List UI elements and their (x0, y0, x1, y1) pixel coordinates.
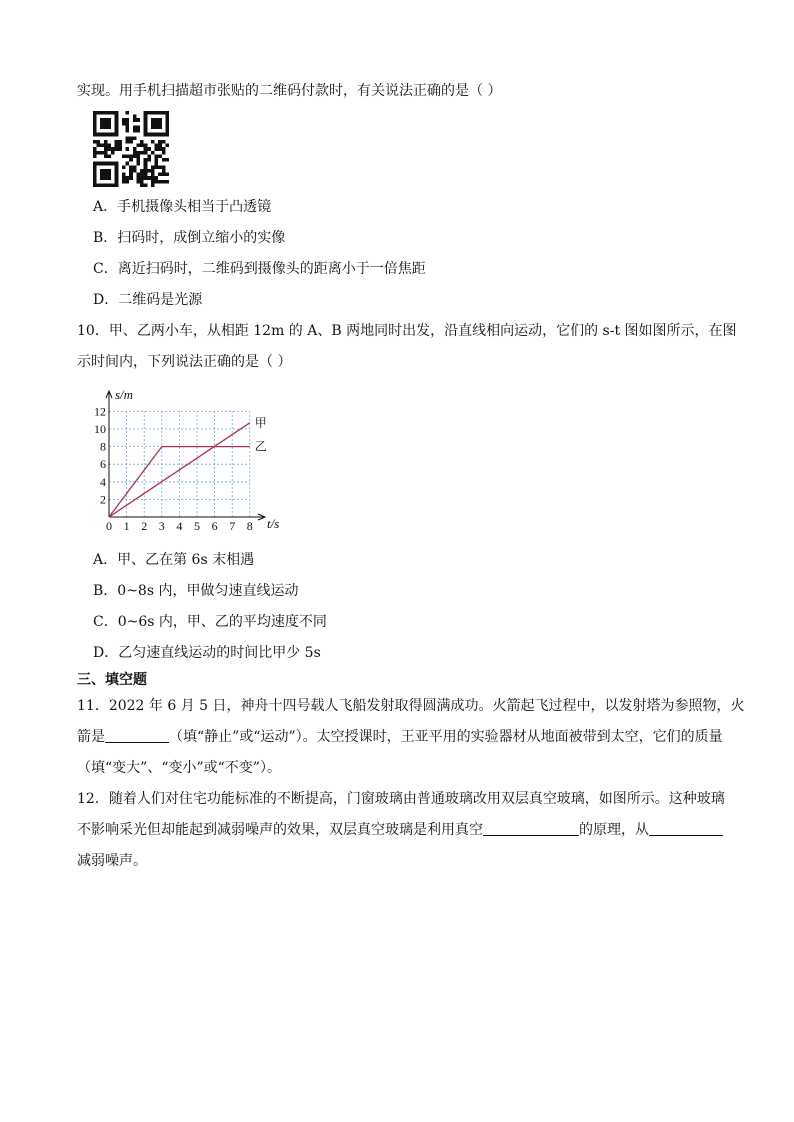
qr-module (107, 169, 111, 173)
qr-module (151, 173, 155, 177)
qr-module (104, 151, 108, 155)
qr-module (93, 111, 97, 115)
q11-text-c: （填“变大”、“变小”或“不变”）。 (77, 760, 281, 776)
qr-module (165, 125, 169, 129)
qr-module (104, 154, 108, 158)
qr-module (122, 154, 126, 158)
qr-module (158, 154, 162, 158)
qr-module (100, 162, 104, 166)
qr-module (136, 125, 140, 129)
qr-module (165, 118, 169, 122)
qr-module (136, 162, 140, 166)
qr-module (151, 165, 155, 169)
qr-module (133, 147, 137, 151)
qr-module (165, 111, 169, 115)
qr-module (136, 173, 140, 177)
qr-module (147, 147, 151, 151)
qr-module (104, 140, 108, 144)
chart-series (109, 416, 267, 517)
qr-module (136, 118, 140, 122)
qr-module (129, 176, 133, 180)
x-tick-label: 0 (106, 519, 112, 533)
qr-module (144, 165, 148, 169)
qr-module (140, 180, 144, 184)
qr-module (155, 154, 159, 158)
qr-module (151, 180, 155, 184)
qr-module (111, 111, 115, 115)
qr-module (165, 173, 169, 177)
q10-stem-line2: 示时间内，下列说法正确的是（ ） (77, 354, 292, 370)
qr-module (165, 180, 169, 184)
qr-module (93, 154, 97, 158)
qr-module (104, 176, 108, 180)
qr-module (133, 129, 137, 133)
s-t-graph (94, 382, 290, 533)
qr-module (147, 169, 151, 173)
qr-module (93, 129, 97, 133)
qr-module (151, 118, 155, 122)
q9-option-d: D．二维码是光源 (93, 292, 203, 308)
qr-module (107, 125, 111, 129)
qr-module (100, 183, 104, 187)
qr-module (158, 122, 162, 126)
qr-module (93, 147, 97, 151)
qr-module (147, 176, 151, 180)
qr-module (155, 147, 159, 151)
q11-line3 (77, 759, 281, 777)
qr-module (158, 147, 162, 151)
qr-module (93, 180, 97, 184)
qr-module (151, 133, 155, 137)
qr-module (118, 147, 122, 151)
qr-module (158, 140, 162, 144)
qr-module (133, 115, 137, 119)
qr-module (115, 169, 119, 173)
chart-ticks (94, 404, 253, 533)
qr-module (155, 158, 159, 162)
qr-module (115, 173, 119, 177)
qr-module (151, 151, 155, 155)
qr-module (162, 151, 166, 155)
q12-line3: 减弱噪声。 (77, 853, 147, 869)
qr-module (155, 165, 159, 169)
qr-module (97, 111, 101, 115)
qr-module (115, 118, 119, 122)
qr-module (144, 122, 148, 126)
qr-module (140, 173, 144, 177)
qr-module (165, 122, 169, 126)
q12-text-b: 的原理，从 (579, 822, 649, 838)
qr-module (165, 129, 169, 133)
qr-module (165, 158, 169, 162)
qr-module (122, 165, 126, 169)
qr-module (162, 133, 166, 137)
qr-module (104, 125, 108, 129)
qr-module (151, 169, 155, 173)
q12-line2 (77, 821, 723, 839)
qr-module (126, 129, 130, 133)
qr-module (111, 151, 115, 155)
qr-module (104, 169, 108, 173)
qr-module (107, 144, 111, 148)
qr-module (126, 122, 130, 126)
qr-module (93, 165, 97, 169)
qr-module (93, 176, 97, 180)
qr-module (93, 125, 97, 129)
qr-module (104, 122, 108, 126)
qr-module (107, 173, 111, 177)
qr-module (158, 133, 162, 137)
qr-module (104, 111, 108, 115)
qr-module (129, 165, 133, 169)
section-title: 三、填空题 (77, 672, 147, 688)
qr-module (144, 129, 148, 133)
qr-module (126, 125, 130, 129)
qr-module (162, 111, 166, 115)
qr-module (162, 173, 166, 177)
qr-module (144, 147, 148, 151)
qr-module (129, 173, 133, 177)
qr-module (100, 173, 104, 177)
qr-module (115, 165, 119, 169)
qr-module (115, 140, 119, 144)
qr-module (100, 122, 104, 126)
chart-grid (109, 411, 250, 517)
qr-module (93, 169, 97, 173)
qr-module (151, 140, 155, 144)
q9-option-a: A．手机摄像头相当于凸透镜 (93, 199, 272, 215)
x-tick-label: 8 (246, 519, 253, 533)
qr-module (140, 169, 144, 173)
qr-module (93, 151, 97, 155)
qr-module (104, 144, 108, 148)
qr-module (136, 151, 140, 155)
qr-module (144, 115, 148, 119)
qr-module (155, 176, 159, 180)
qr-module (97, 151, 101, 155)
qr-module (97, 144, 101, 148)
qr-module (147, 133, 151, 137)
q9-stem: 实现。用手机扫描超市张贴的二维码付款时，有关说法正确的是（ ） (77, 83, 502, 99)
qr-module (129, 140, 133, 144)
q9-option-c: C．离近扫码时，二维码到摄像头的距离小于一倍焦距 (93, 261, 426, 277)
y-tick-label: 6 (100, 457, 106, 472)
qr-module (147, 154, 151, 158)
qr-module (147, 158, 151, 162)
qr-module (158, 173, 162, 177)
qr-module (158, 111, 162, 115)
q12-line1: 12．随着人们对住宅功能标准的不断提高，门窗玻璃由普通玻璃改用双层真空玻璃，如图所示。这种玻璃 (77, 791, 725, 807)
qr-module (155, 180, 159, 184)
qr-module (93, 183, 97, 187)
qr-module (133, 169, 137, 173)
q9-option-b: B．扫码时，成倒立缩小的实像 (93, 230, 286, 246)
qr-module (107, 162, 111, 166)
qr-module (133, 136, 137, 140)
qr-module (158, 125, 162, 129)
qr-module (111, 183, 115, 187)
qr-module (126, 162, 130, 166)
qr-module (93, 173, 97, 177)
qr-module (97, 140, 101, 144)
qr-module (107, 133, 111, 137)
qr-module (104, 133, 108, 137)
qr-module (100, 133, 104, 137)
qr-module (136, 176, 140, 180)
qr-code-icon (93, 111, 169, 187)
qr-module (158, 144, 162, 148)
qr-module (165, 133, 169, 137)
qr-module (155, 144, 159, 148)
qr-module (136, 154, 140, 158)
qr-module (104, 118, 108, 122)
q11-blank-1[interactable] (105, 728, 169, 743)
qr-module (97, 183, 101, 187)
y-tick-label: 10 (94, 422, 106, 436)
qr-module (151, 183, 155, 187)
qr-module (118, 140, 122, 144)
x-tick-label: 4 (176, 519, 183, 533)
qr-module (100, 144, 104, 148)
qr-module (155, 122, 159, 126)
qr-module (140, 151, 144, 155)
qr-module (155, 125, 159, 129)
qr-module (122, 180, 126, 184)
qr-module (115, 115, 119, 119)
q10-option-c: C．0~6s 内，甲、乙的平均速度不同 (93, 614, 327, 630)
qr-module (133, 151, 137, 155)
x-tick-label: 6 (211, 519, 218, 533)
qr-module (129, 154, 133, 158)
qr-module (140, 183, 144, 187)
qr-module (93, 162, 97, 166)
qr-module (129, 158, 133, 162)
x-tick-label: 1 (123, 519, 130, 533)
qr-module (100, 176, 104, 180)
qr-module (144, 151, 148, 155)
qr-module (107, 147, 111, 151)
y-tick-label: 8 (100, 439, 106, 454)
qr-module (104, 147, 108, 151)
qr-module (107, 118, 111, 122)
qr-module (162, 140, 166, 144)
q10-option-d: D．乙匀速直线运动的时间比甲少 5s (93, 645, 321, 661)
qr-module (122, 122, 126, 126)
qr-module (133, 118, 137, 122)
qr-module (136, 144, 140, 148)
qr-module (100, 111, 104, 115)
chart-axes (106, 391, 265, 520)
qr-module (162, 165, 166, 169)
qr-module (151, 176, 155, 180)
y-tick-label: 12 (94, 404, 106, 419)
qr-module (126, 180, 130, 184)
x-tick-label: 2 (141, 519, 148, 533)
series-name-label: 甲 (254, 415, 267, 430)
qr-module (122, 173, 126, 177)
q12-text-a: 不影响采光但却能起到减弱噪声的效果，双层真空玻璃是利用真空 (77, 822, 483, 838)
qr-module (115, 183, 119, 187)
qr-module (151, 125, 155, 129)
qr-module (144, 162, 148, 166)
qr-module (162, 158, 166, 162)
q12-blank-1[interactable] (483, 821, 579, 836)
qr-module (144, 158, 148, 162)
qr-module (155, 118, 159, 122)
qr-module (144, 176, 148, 180)
y-tick-label: 2 (100, 492, 106, 507)
qr-module (111, 133, 115, 137)
qr-module (111, 147, 115, 151)
qr-module (107, 154, 111, 158)
qr-module (133, 154, 137, 158)
qr-module (158, 180, 162, 184)
qr-module (144, 133, 148, 137)
qr-module (126, 147, 130, 151)
qr-module (115, 176, 119, 180)
q10-option-a: A．甲、乙在第 6s 末相遇 (93, 552, 255, 568)
qr-module (158, 165, 162, 169)
qr-module (136, 129, 140, 133)
qr-module (93, 140, 97, 144)
qr-module (126, 176, 130, 180)
qr-module (115, 122, 119, 126)
q11-text-b: （填“静止”或“运动”）。太空授课时，王亚平用的实验器材从地面被带到太空，它们的质量 (169, 729, 723, 745)
series-name-label: 乙 (254, 439, 267, 454)
qr-module (107, 176, 111, 180)
qr-module (155, 111, 159, 115)
qr-module (162, 180, 166, 184)
qr-module (100, 169, 104, 173)
qr-module (165, 115, 169, 119)
qr-module (144, 125, 148, 129)
qr-module (115, 125, 119, 129)
qr-module (122, 118, 126, 122)
qr-module (136, 180, 140, 184)
y-axis-label: s/m (115, 387, 134, 402)
x-tick-label: 3 (158, 519, 165, 533)
qr-module (126, 118, 130, 122)
q11-line1: 11．2022 年 6 月 5 日，神舟十四号载人飞船发射取得圆满成功。火箭起飞过程中，以发射塔为参照物，火 (77, 698, 745, 714)
qr-module (115, 129, 119, 133)
qr-module (115, 162, 119, 166)
qr-module (122, 176, 126, 180)
qr-module (144, 111, 148, 115)
y-tick-label: 4 (100, 474, 106, 489)
qr-module (129, 136, 133, 140)
qr-module (129, 169, 133, 173)
qr-module (104, 183, 108, 187)
q11-line2 (77, 728, 723, 746)
qr-module (165, 144, 169, 148)
qr-module (144, 183, 148, 187)
q10-option-b: B．0~8s 内，甲做匀速直线运动 (93, 583, 299, 599)
qr-module (115, 144, 119, 148)
qr-module (115, 180, 119, 184)
qr-module (93, 115, 97, 119)
qr-module (100, 151, 104, 155)
qr-module (151, 122, 155, 126)
qr-module (104, 162, 108, 166)
qr-module (155, 133, 159, 137)
qr-module (93, 133, 97, 137)
x-axis-label: t/s (267, 516, 280, 531)
qr-module (126, 136, 130, 140)
qr-module (155, 162, 159, 166)
qr-module (144, 118, 148, 122)
qr-module (118, 144, 122, 148)
qr-module (107, 183, 111, 187)
qr-module (133, 125, 137, 129)
qr-module (144, 173, 148, 177)
qr-module (111, 162, 115, 166)
qr-module (147, 111, 151, 115)
qr-module (97, 162, 101, 166)
qr-module (107, 122, 111, 126)
x-tick-label: 5 (194, 519, 200, 533)
qr-module (126, 111, 130, 115)
qr-module (158, 118, 162, 122)
q12-blank-2[interactable] (649, 821, 723, 836)
qr-module (115, 147, 119, 151)
qr-module (126, 154, 130, 158)
qr-module (140, 144, 144, 148)
qr-module (93, 122, 97, 126)
q11-text-a: 箭是 (77, 729, 105, 745)
qr-module (140, 140, 144, 144)
qr-module (162, 147, 166, 151)
x-tick-label: 7 (229, 519, 236, 533)
qr-module (126, 140, 130, 144)
qr-module (162, 169, 166, 173)
qr-module (115, 111, 119, 115)
qr-module (100, 118, 104, 122)
qr-module (144, 144, 148, 148)
qr-module (151, 111, 155, 115)
qr-module (104, 173, 108, 177)
qr-module (100, 125, 104, 129)
qr-module (144, 169, 148, 173)
qr-module (93, 118, 97, 122)
qr-module (97, 133, 101, 137)
qr-module (133, 165, 137, 169)
q10-stem-line1: 10．甲、乙两小车，从相距 12m 的 A、B 两地同时出发，沿直线相向运动，它们的 s-t 图如图所示，在图 (77, 323, 737, 339)
qr-module (107, 111, 111, 115)
qr-module (115, 133, 119, 137)
qr-module (136, 158, 140, 162)
qr-module (140, 176, 144, 180)
